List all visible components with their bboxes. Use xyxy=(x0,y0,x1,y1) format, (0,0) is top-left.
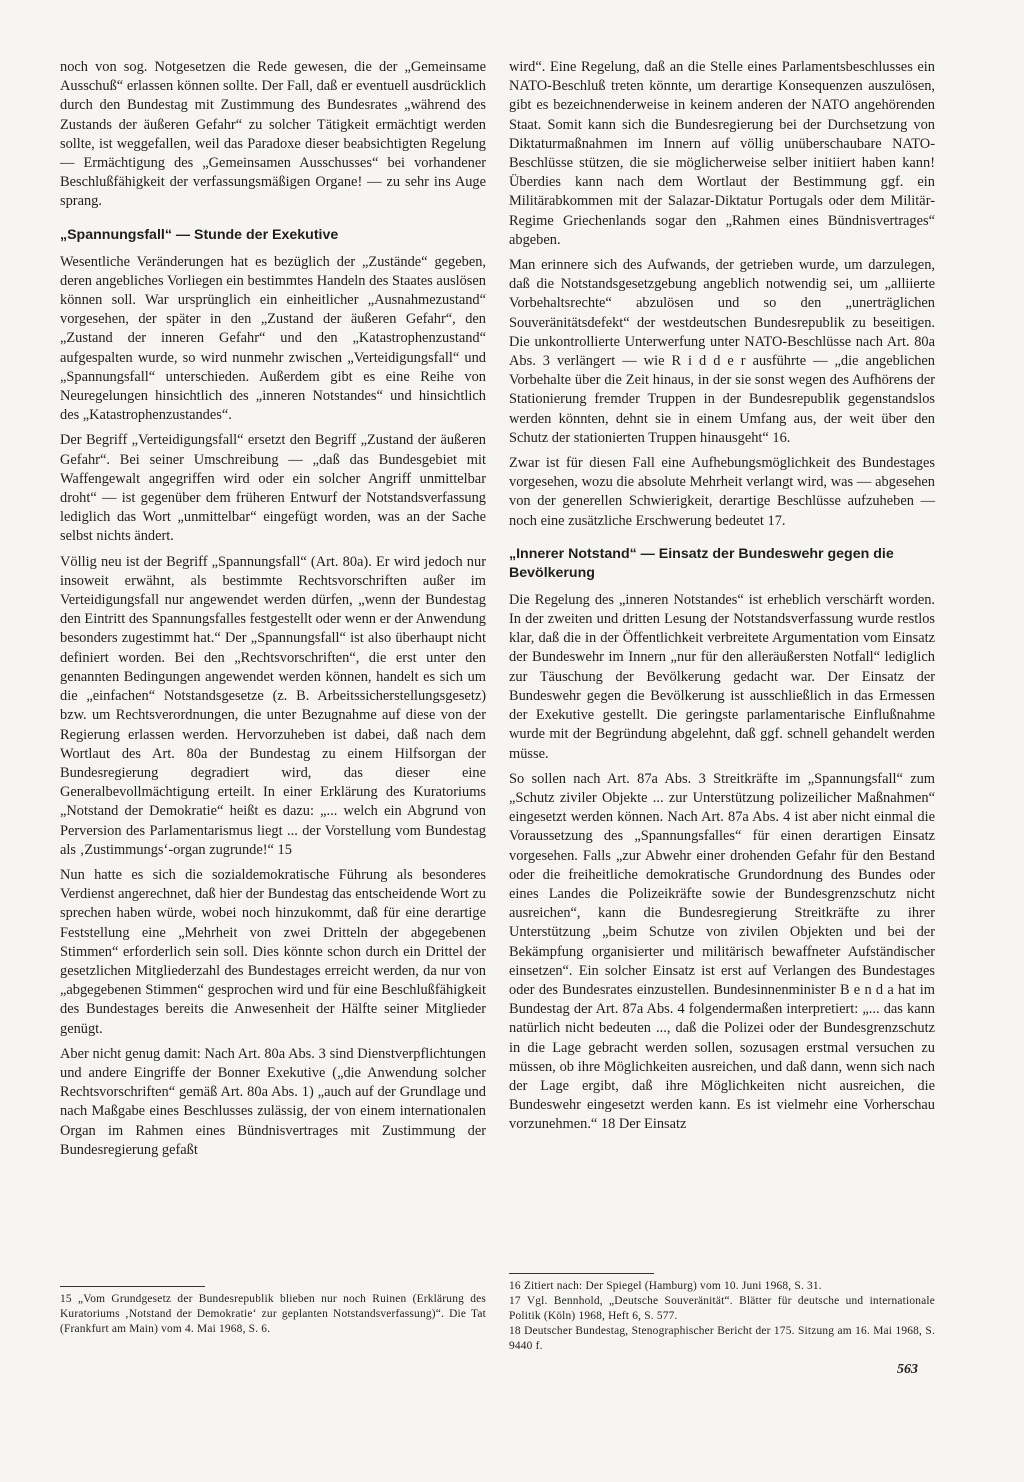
paragraph-zustaende: Wesentliche Veränderungen hat es bezüglich der „Zustände“ gegeben, deren angebliches Vorliegen ein bestimmtes Handeln des Staates auslösen können soll. War ursprünglich ein einheitlicher „Ausnahmezustand“ vorgesehen, der später in den „Zustand der äußeren Gefahr“, den „Zustand der inneren Gefahr“ und den „Katastrophenzustand“ aufgespalten wurde, so wird nunmehr zwischen „Verteidigungsfall“ und „Spannungsfall“ unterschieden. Außerdem gibt es eine Reihe von Neuregelungen hinsichtlich des „inneren Notstandes“ und hinsichtlich des „Katastrophenzustandes“. xyxy=(60,253,486,424)
footnote-18: 18 Deutscher Bundestag, Stenographischer Bericht der 175. Sitzung am 16. Mai 1968, S. 9440 f. xyxy=(509,1325,935,1352)
paragraph-regelung: Die Regelung des „inneren Notstandes“ ist erheblich verschärft worden. In der zweiten und dritten Lesung der Notstandsverfassung wurde restlos klar, daß die in der Öffentlichkeit verbreitete Argumentation vom Einsatz der Bundeswehr im Innern „nur für den alleräußersten Notfall“ lediglich zur Täuschung der Bevölkerung gedacht war. Der Einsatz der Bundeswehr gegen die Bevölkerung ist ausschließlich in das Ermessen der Exekutive gestellt. Die geringste parlamentarische Einflußnahme wurde mit der Begründung abgelehnt, daß ggf. schnell gehandelt werden müsse. xyxy=(509,591,935,762)
paragraph-notgesetze-continuation: noch von sog. Notgesetzen die Rede gewesen, die der „Gemeinsame Ausschuß“ erlassen können sollte. Der Fall, daß er eventuell ausdrücklich durch den Bundestag mit Zustimmung des Bundesrates „während des Zustands der äußeren Gefahr“ zu solcher Tätigkeit ermächtigt werden sollte, ist weggefallen, weil das Paradoxe dieser beabsichtigten Regelung — Ermächtigung des „Gemeinsamen Ausschusses“ bei vorhandener Beschlußfähigkeit der verfassungsmäßigen Organe! — zu sehr ins Auge sprang. xyxy=(60,59,486,210)
footnote-rule xyxy=(60,1286,205,1287)
left-column xyxy=(60,58,486,1166)
paragraph-verteidigungsfall: Der Begriff „Verteidigungsfall“ ersetzt den Begriff „Zustand der äußeren Gefahr“. Bei seiner Umschreibung — „daß das Bundesgebiet mit Waffengewalt angegriffen wird oder ein solcher Angriff unmittelbar droht“ — ist gegenüber dem früheren Entwurf der Notstandsverfassung lediglich das Wort „unmittelbar“ eingefügt worden, was an der Sache selbst nichts ändert. xyxy=(60,432,486,545)
footnotes-right xyxy=(509,1273,935,1354)
footnote-rule xyxy=(509,1273,654,1274)
paragraph-man-erinnere: Man erinnere sich des Aufwands, der getrieben wurde, um darzulegen, daß die Notstandsgesetzgebung angeblich notwendig sei, um „alliierte Vorbehaltsrechte“ abzulösen und so den „unerträglichen Souveränitätsdefekt“ der westdeutschen Bundesrepublik zu beseitigen. Die unkontrollierte Unterwerfung unter NATO-Beschlüsse nach Art. 80a Abs. 3 verlängert — wie R i d d e r ausführte — „die angeblichen Vorbehalte über die Zeit hinaus, in der sie sonst wegen des Aufhörens der Stationierung fremder Truppen in der Bundesrepublik gegenstandslos werden könnten, dehnt sie in einem Umfang aus, der weit über den Schutz der stationierten Truppen hinausgeht“ 16. xyxy=(509,257,935,446)
paragraph-aber-nicht-genug: Aber nicht genug damit: Nach Art. 80a Abs. 3 sind Dienstverpflichtungen und andere Eingriffe der Bonner Exekutive („die Anwendung solcher Rechtsvorschriften“ gemäß Art. 80a Abs. 1) „auch auf der Grundlage und nach Maßgabe eines Beschlusses zulässig, der von einem internationalen Organ im Rahmen eines Bündnisvertrages mit Zustimmung der Bundesregierung gefaßt xyxy=(60,1045,486,1158)
footnote-16: 16 Zitiert nach: Der Spiegel (Hamburg) vom 10. Juni 1968, S. 31. xyxy=(509,1280,822,1292)
paragraph-voellig-neu: Völlig neu ist der Begriff „Spannungsfall“ (Art. 80a). Er wird jedoch nur insoweit erwähnt, als bestimmte Rechtsvorschriften außer im Verteidigungsfall nur angewendet werden dürfen, „wenn der Bundestag den Eintritt des Spannungsfalles festgestellt oder wenn er der Anwendung besonders zugestimmt hat.“ Der „Spannungsfall“ ist also überhaupt nicht definiert worden. Bei den „Rechtsvorschriften“, die erst unter den genannten Bedingungen angewendet werden können, handelt es sich um die „einfachen“ Notstandsgesetze (z. B. Arbeitssicherstellungsgesetz) bzw. um Rechtsverordnungen, die unter Bezugnahme auf diese von der Regierung erlassen werden. Hervorzuheben ist dabei, daß nach dem Wortlaut des Art. 80a der Bundestag zu einem Hilfsorgan der Bundesregierung degradiert wird, das dieser eine Generalbevollmächtigung erteilt. In einer Erklärung des Kuratoriums „Notstand der Demokratie“ heißt es dazu: „... welch ein Abgrund von Perversion des Parlamentarismus liegt ... der Vorstellung vom Bundestag als ‚Zustimmungs‘-organ zugrunde!“ 15 xyxy=(60,553,486,858)
right-column xyxy=(509,58,935,1141)
paragraph-nato-beschluss: wird“. Eine Regelung, daß an die Stelle eines Parlamentsbeschlusses ein NATO-Beschluß treten könnte, um derartige Konsequenzen auszulösen, gibt es bezeichnenderweise in keinem anderen der NATO angehörenden Staat. Somit kann sich die Bundesregierung bei der Durchsetzung von Diktaturmaßnahmen im Innern auf völlig unüberschaubare NATO-Beschlüsse stützen, die sie möglicherweise selber initiiert haben kann! Überdies kann nach dem Wortlaut der Bestimmung ggf. ein Militärabkommen mit der Salazar-Diktatur Portugals oder dem Militär-Regime Griechenlands sogar den „Rahmen eines Bündnisvertrages“ abgeben. xyxy=(509,59,935,248)
footnote-17: 17 Vgl. Bennhold, „Deutsche Souveränität“. Blätter für deutsche und internationale Politik (Köln) 1968, Heft 6, S. 577. xyxy=(509,1295,935,1322)
footnotes-left xyxy=(60,1286,486,1337)
paragraph-so-sollen: So sollen nach Art. 87a Abs. 3 Streitkräfte im „Spannungsfall“ zum „Schutz ziviler Objekte ... zur Unterstützung polizeilicher Maßnahmen“ eingesetzt werden können. Nach Art. 87a Abs. 4 ist aber nicht einmal die Voraussetzung des „Spannungsfalles“ für einen derartigen Einsatz vorgesehen. Falls „zur Abwehr einer drohenden Gefahr für den Bestand oder die freiheitliche demokratische Grundordnung des Bundes oder eines Landes die Polizeikräfte sowie der Bundesgrenzschutz nicht ausreichen“, kann die Bundesregierung Streitkräfte zu ihrer Unterstützung „beim Schutze von zivilen Objekten und bei der Bekämpfung organisierter und militärisch bewaffneter Aufständischer einsetzen“. Ein solcher Einsatz ist erst auf Verlangen des Bundestages oder des Bundesrates einzustellen. Bundesinnenminister B e n d a hat im Bundestag der Art. 87a Abs. 4 folgendermaßen interpretiert: „... das kann natürlich nicht bedeuten ..., daß die Polizei oder der Bundesgrenzschutz in die Lage gebracht werden sollen, sozusagen erstmal versuchen zu müssen, ob ihre Möglichkeiten ausreichen, und daß dann, wenn sich nach der Lage ergibt, daß ihre Möglichkeiten nicht ausreichen, die Bundeswehr eingesetzt werden kann. Es ist vielmehr eine Vorherschau vorzunehmen.“ 18 Der Einsatz xyxy=(509,770,935,1133)
page-number: 563 xyxy=(897,1362,918,1377)
paragraph-nun-hatte: Nun hatte es sich die sozialdemokratische Führung als besonderes Verdienst angerechnet, daß hier der Bundestag das entscheidende Wort zu sprechen haben würde, wobei noch hinzukommt, daß für eine derartige Feststellung eine „Mehrheit von zwei Dritteln der abgegebenen Stimmen“ erforderlich sein soll. Dies könnte schon durch ein Drittel der gesetzlichen Mitgliederzahl des Bundestages erreicht werden, da nur von „abgegebenen Stimmen“ gesprochen wird und für eine Beschlußfähigkeit des Bundestages bereits die Anwesenheit der Hälfte seiner Mitglieder genügt. xyxy=(60,866,486,1037)
paragraph-zwar: Zwar ist für diesen Fall eine Aufhebungsmöglichkeit des Bundestages vorgesehen, wozu die absolute Mehrheit verlangt wird, was — abgesehen von der generellen Schwierigkeit, derartige Beschlüsse aufzuheben — noch eine zusätzliche Erschwerung bedeutet 17. xyxy=(509,455,935,529)
footnote-15: 15 „Vom Grundgesetz der Bundesrepublik blieben nur noch Ruinen (Erklärung des Kuratoriums ‚Notstand der Demokratie‘ zur geplanten Notstandsverfassung)“. Die Tat (Frankfurt am Main) vom 4. Mai 1968, S. 6. xyxy=(60,1293,486,1335)
section-heading-spannungsfall: „Spannungsfall“ — Stunde der Exekutive xyxy=(60,226,339,243)
section-heading-innerer-notstand: „Innerer Notstand“ — Einsatz der Bundeswehr gegen die Bevölkerung xyxy=(509,545,894,581)
